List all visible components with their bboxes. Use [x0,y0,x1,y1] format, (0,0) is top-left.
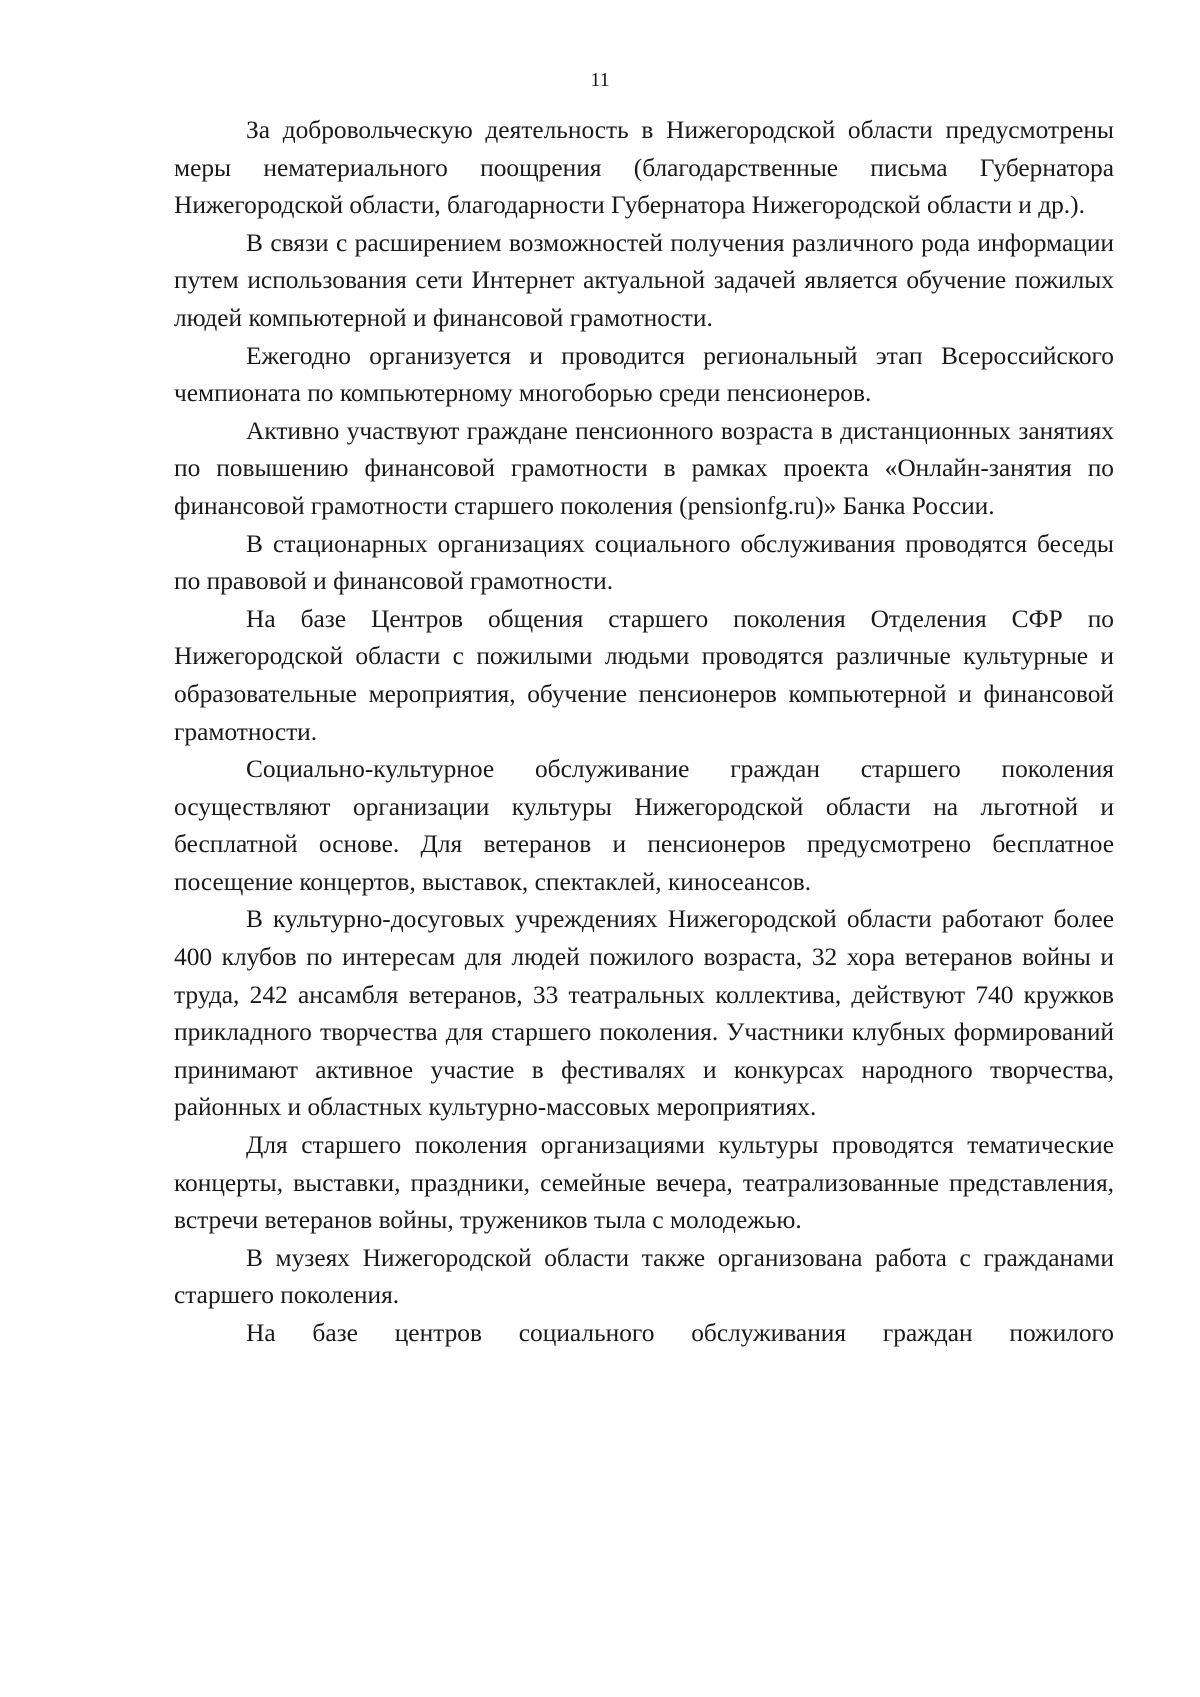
paragraph-online-financial-classes: Активно участвуют граждане пенсионного возраста в дистанционных занятиях по повышению финансовой грамотности в рамках проекта «Онлайн-занятия по финансовой грамотности старшего поколения (pensionfg.ru)» Банка России. [174,416,1114,520]
page-number: 11 [590,69,610,91]
paragraph-inpatient-organizations: В стационарных организациях социального обслуживания проводятся беседы по правовой и финансовой грамотности. [174,529,1114,596]
paragraph-volunteer-awards: За добровольческую деятельность в Нижегородской области предусмотрены меры нематериального поощрения (благодарственные письма Губернатора Нижегородской области, благодарности Губернатора Нижегородской области и др.). [174,116,1114,220]
paragraph-sfr-centers: На базе Центров общения старшего поколения Отделения СФР по Нижегородской области с пожилыми людьми проводятся различные культурные и образовательные мероприятия, обучение пенсионеров компьютерной и финансовой грамотности. [174,604,1114,746]
paragraph-cultural-institutions: В культурно-досуговых учреждениях Нижегородской области работают более 400 клубов по интересам для людей пожилого возраста, 32 хора ветеранов войны и труда, 242 ансамбля ветеранов, 33 театральных коллектива, действуют 740 кружков прикладного творчества для старшего поколения. Участники клубных формирований принимают активное участие в фестивалях и конкурсах народного творчества, районных и областных культурно-массовых мероприятиях. [174,905,1114,1122]
paragraph-cultural-services: Социально-культурное обслуживание граждан старшего поколения осуществляют организации культуры Нижегородской области на льготной и бесплатной основе. Для ветеранов и пенсионеров предусмотрено бесплатное посещение концертов, выставок, спектаклей, киносеансов. [174,755,1114,896]
paragraph-thematic-events: Для старшего поколения организациями культуры проводятся тематические концерты, выставки, праздники, семейные вечера, театрализованные представления, встречи ветеранов войны, тружеников тыла с молодежью. [174,1131,1114,1235]
paragraph-social-centers: На базе центров социального обслуживания граждан пожилого [246,1319,1114,1347]
document-body [174,112,1114,1353]
paragraph-internet-literacy: В связи с расширением возможностей получения различного рода информации путем использования сети Интернет актуальной задачей является обучение пожилых людей компьютерной и финансовой грамотности. [174,228,1114,332]
paragraph-computer-championship: Ежегодно организуется и проводится региональный этап Всероссийского чемпионата по компьютерному многоборью среди пенсионеров. [174,341,1114,408]
paragraph-museums: В музеях Нижегородской области также организована работа с гражданами старшего поколения. [174,1243,1114,1310]
